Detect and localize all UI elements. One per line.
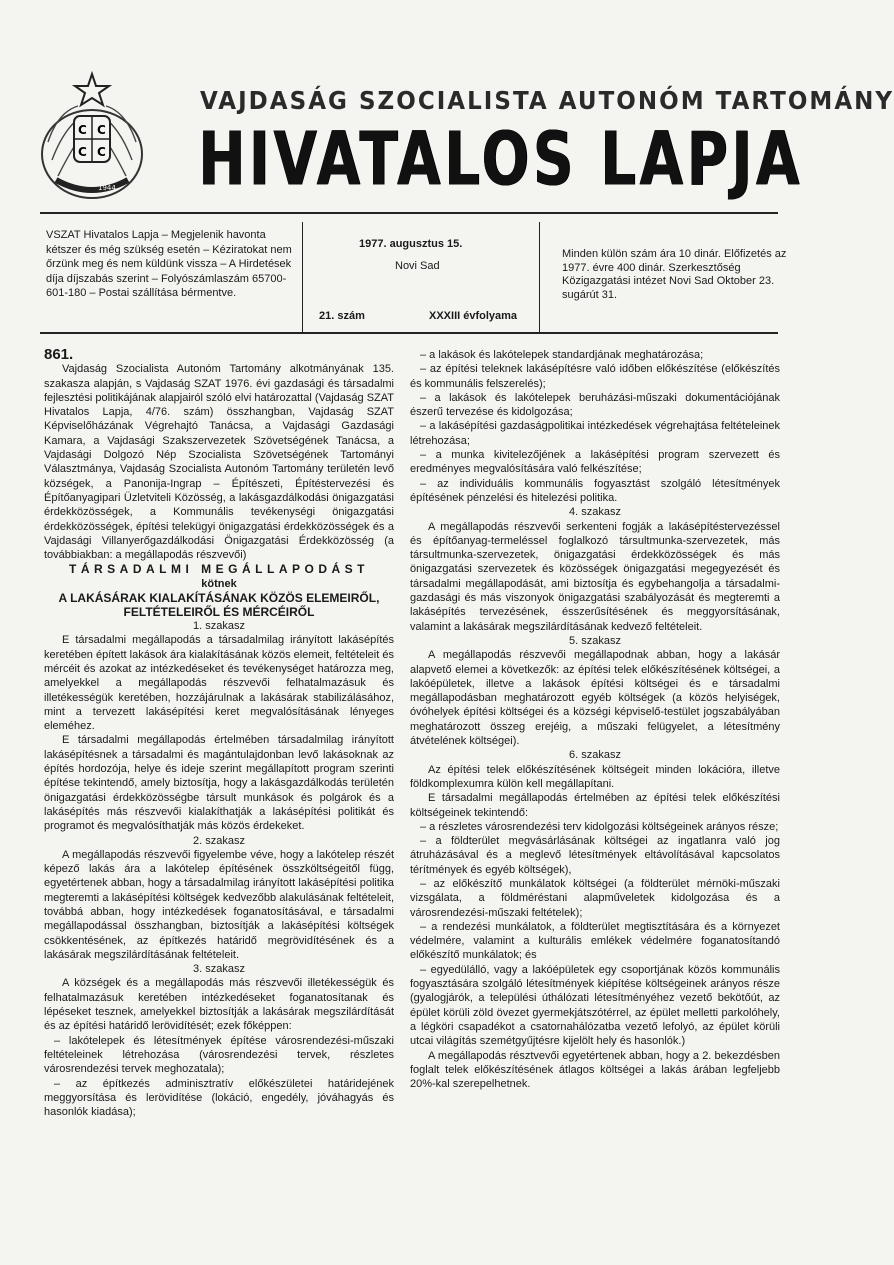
preamble: Vajdaság Szocialista Autonóm Tartomány alkotmányának 135. szakasza alapján, s Vajdaság SZAT 1976. évi gazdasági és társadalmi fejlesztési politikájának alapjairól szóló elvi határozattal (Vajdaság SZAT Hivatalos Lapja, 4/76. szám) összhangban, Vajdaság SZAT Képviselőházának Végrehajtó Tanácsa, a Vajdasági Gazdasági Kamara, a Vajdasági Szakszervezetek Szövetségének Tanácsa, a Vajdasági Dolgozó Nép Szocialista Szövetségének Tartományi Választmánya, Vajdaság Szocialista Autonóm Tartomány területén levő községek, a Panonija-Ingrap – Építészeti, Építéstervezési és Építőanyagipari Üzletviteli Közösség, a lakásgazdálkodási önigazgatási érdekközösségek, a Kommunális tevékenységi önigazgatási érdekközösségek, építési telekügyi önigazgatási érdekközösségek és a Vajdasági Villanyerőgazdálkodási Önigazgatási Érdekközösség (a továbbiakban: a megállapodás részvevői): [44, 363, 394, 562]
subscription-info: Minden külön szám ára 10 dinár. Előfizetés az 1977. évre 400 dinár. Szerkesztőség Közigazgatási intézet Novi Sad Oktober 23. sugárút 31.: [562, 248, 787, 301]
section-1-paragraph: E társadalmi megállapodás a társadalmilag irányított lakásépítés keretében épített lakások ára kialakításának közös elemeit, feltételeit és mércéit és azokat az intézkedéseket és tevékenységet határozza meg, amelyekkel a megállapodás részvevői felhatalmazásuk és illetékességük keretében, hozzájárulnak a lakásárak stabilizálásához, mint a tervezett lakásépítési keret megvalósításának lényeges eleméhez.: [44, 634, 394, 733]
list-item: – a részletes városrendezési terv kidolgozási költségeinek arányos része;: [420, 820, 779, 833]
section-2-title: 2. szakasz: [193, 834, 245, 847]
section-5-paragraph: A megállapodás részvevői megállapodnak abban, hogy a lakásár alapvető elemei a következők: az építési telek előkészítésének költségei, a lakóépületek, illetve a lakások építési költségei és e társadalmi megállapodásban meghatározott egyéb költségek (a közös helyiségek, óvóhelyek építési költségei és a községi képviselő-testület jogszabályában meghatározott összeg erejéig, a műszaki felügyelet, a létesítmény átvételének költségei).: [410, 649, 780, 748]
right-column: [410, 348, 780, 1091]
section-3-paragraph: A községek és a megállapodás más részvevői illetékességük és felhatalmazásuk keretében intézkedéseket foganatosítanak és lépéseket tesznek, amelyekkel biztosítják a lakásárak megszilárdítását és az építési határidő lerövidítését; ezek főképpen:: [44, 977, 394, 1033]
masthead-top-rule: [40, 212, 778, 214]
list-item: – az individuális kommunális fogyasztást szolgáló létesítmények építésének pénzelési és hitelezési politika.: [410, 477, 780, 504]
list-item: – a lakások és lakótelepek standardjának meghatározása;: [420, 349, 704, 361]
list-item: – a földterület megvásárlásának költségei az ingatlanra való jog átruházásával és a meglevő létesítmények eltávolításával kapcsolatos térítmények és egyéb költségek),: [410, 835, 780, 876]
section-1-title: 1. szakasz: [193, 620, 245, 633]
section-2-paragraph: A megállapodás részvevői figyelembe véve, hogy a lakótelep részét képező lakás ára a lakótelep építésének összköltségeitől függ, egyetértenek abban, hogy a társadalmilag irányított lakásépítési politika megteremti a lakásépítési költségek kedvezőbb alakulásának feltételeit, továbbá abban, hogy intézkedések foganatosításával, e társadalmi megállapodással összhangban, biztosítják a lakásépítési költségek csökkentésének, az építkezés határidő megrövidítésének és a lakásárak megszilárdításának feltételeit.: [44, 848, 394, 961]
section-1-paragraph: E társadalmi megállapodás értelmében társadalmilag irányított lakásépítésnek a társadalmi és magántulajdonban levő lakásoknak az építés hordozója, helye és ideje szerint megállapított program szerinti építése tekintendő, amely biztosítja, hogy a lakásgazdálkodás területén önigazgatási érdekközösségbe társult munkások és polgárok és a lakásépítés más részvevői kialakíthatják a lakásépítési politikát és programot és megvalósíthatják más közös érdekeket.: [44, 734, 394, 833]
svg-text:1944: 1944: [98, 184, 116, 192]
section-6-title: 6. szakasz: [569, 749, 621, 762]
list-item: – a lakások és lakótelepek beruházási-műszaki dokumentációjának észerű tervezése és kidolgozása;: [410, 391, 780, 419]
section-5-title: 5. szakasz: [569, 634, 621, 647]
list-item: – egyedülálló, vagy a lakóépületek egy csoportjának közös kommunális fogyasztására szolgáló létesítmények kiépítése költségeinek arányos része (gyalogjárók, a települési úthálózati létesítményéhez vezető bekötőút, az épület körüli zöld övezet gyermekjátszótérrel, az épület melletti parkolóhely, a légköri csapadékot a csatornahálózatba vezető lefolyó, az épület körüli utcai világítás szemétgyűjtésre kijelölt hely és hasonlók.): [410, 963, 780, 1048]
svg-text:C: C: [97, 145, 106, 159]
section-4-paragraph: A megállapodás részvevői serkenteni fogják a lakásépítéstervezéssel és építőanyag-termeléssel foglalkozó társultmunka-szervezetek, más társultmunka-szervezetek, önigazgatási érdekközösségek és más önigazgatási szervezetek és közösségek önigazgatási megegyezését és társadalmi megállapodását, ami biztosítja és egybehangolja a társadalmi-gazdasági és más viszonyok önigazgatási szabályozását és megteremti a lakásépítés tervezésének, ésszerűsítésének és meggyorsításának, valamint a lakásárak megszilárdításának kedvező feltételeit.: [410, 520, 780, 633]
section-6-paragraph: A megállapodás résztvevői egyetértenek abban, hogy a 2. bekezdésben foglalt telek előkészítésének átlagos költségei a lakás árában legfeljebb 20%-kal szerepelhetnek.: [410, 1049, 780, 1091]
left-column: [44, 348, 394, 1119]
decree-number: 861.: [44, 346, 74, 363]
list-item: – a rendezési munkálatok, a földterület megtisztítására és a környezet védelmére, valamint a kulturális emlékek védelmére foganatosítandó előkészítő munkálatok; és: [410, 920, 780, 962]
list-item: – az előkészítő munkálatok költségei (a földterület mérnöki-műszaki vizsgálata, a földméréstani alapműveletek kidolgozása és a városrendezési-műszaki feltételek);: [410, 877, 780, 919]
publication-info: VSZAT Hivatalos Lapja – Megjelenik havonta kétszer és még szükség esetén – Kéziratokat nem őrzünk meg és nem küldünk vissza – A Hirdetések díja díjszabás szerint – Folyószámlaszám 65700-601-180 – Postai szállítása bérmentve.: [46, 229, 292, 300]
section-6-paragraph: Az építési telek előkészítésének költségeit minden lokációra, illetve földkomplexumra külön kell megállapítani.: [410, 763, 780, 790]
list-item: – a lakásépítési gazdaságpolitikai intézkedések végrehajtása feltételeinek létrehozása;: [410, 420, 780, 447]
document-title-line1: A LAKÁSÁRAK KIALAKÍTÁSÁNAK KÖZÖS ELEMEIRŐL,: [58, 591, 380, 606]
publisher-title: VAJDASÁG SZOCIALISTA AUTONÓM TARTOMÁNY: [200, 86, 894, 115]
issue-place: Novi Sad: [395, 260, 440, 272]
document-title-line2: FELTÉTELEIRŐL ÉS MÉRCÉIRŐL: [123, 605, 315, 620]
issue-box: [302, 222, 540, 332]
document-type: TÁRSADALMI MEGÁLLAPODÁST: [69, 562, 369, 577]
masthead-bottom-rule: [40, 332, 778, 334]
svg-text:C: C: [78, 123, 87, 137]
list-item: – az építkezés adminisztratív előkészületei határidejének meggyorsítása és lerövidítése (lokáció, engedély, jóváhagyás és hasonlók kiadása);: [44, 1077, 394, 1119]
section-3-title: 3. szakasz: [193, 963, 245, 976]
document-verb: kötnek: [201, 577, 237, 590]
section-6-paragraph: E társadalmi megállapodás értelmében az építési telek előkészítési költségeinek tekintendő:: [410, 792, 780, 819]
list-item: – lakótelepek és létesítmények építése városrendezési-műszaki feltételeinek létrehozása (városrendezési tervek, részletes városrendezési tervek meghozatala);: [44, 1034, 394, 1076]
list-item: – a munka kivitelezőjének a lakásépítési program szervezett és eredményes megvalósítására való felkészítése;: [410, 449, 780, 476]
section-4-title: 4. szakasz: [569, 506, 621, 519]
gazette-title: HIVATALOS LAPJA: [198, 118, 803, 204]
svg-text:C: C: [78, 145, 87, 159]
list-item: – az építési teleknek lakásépítésre való időben előkészítése (előkészítés és kommunális felszerelés);: [410, 363, 780, 390]
issue-number: 21. szám: [319, 310, 365, 322]
svg-text:C: C: [97, 123, 106, 137]
issue-date: 1977. augusztus 15.: [359, 238, 463, 250]
volume-number: XXXIII évfolyama: [429, 310, 518, 322]
coat-of-arms-emblem: [38, 72, 146, 202]
